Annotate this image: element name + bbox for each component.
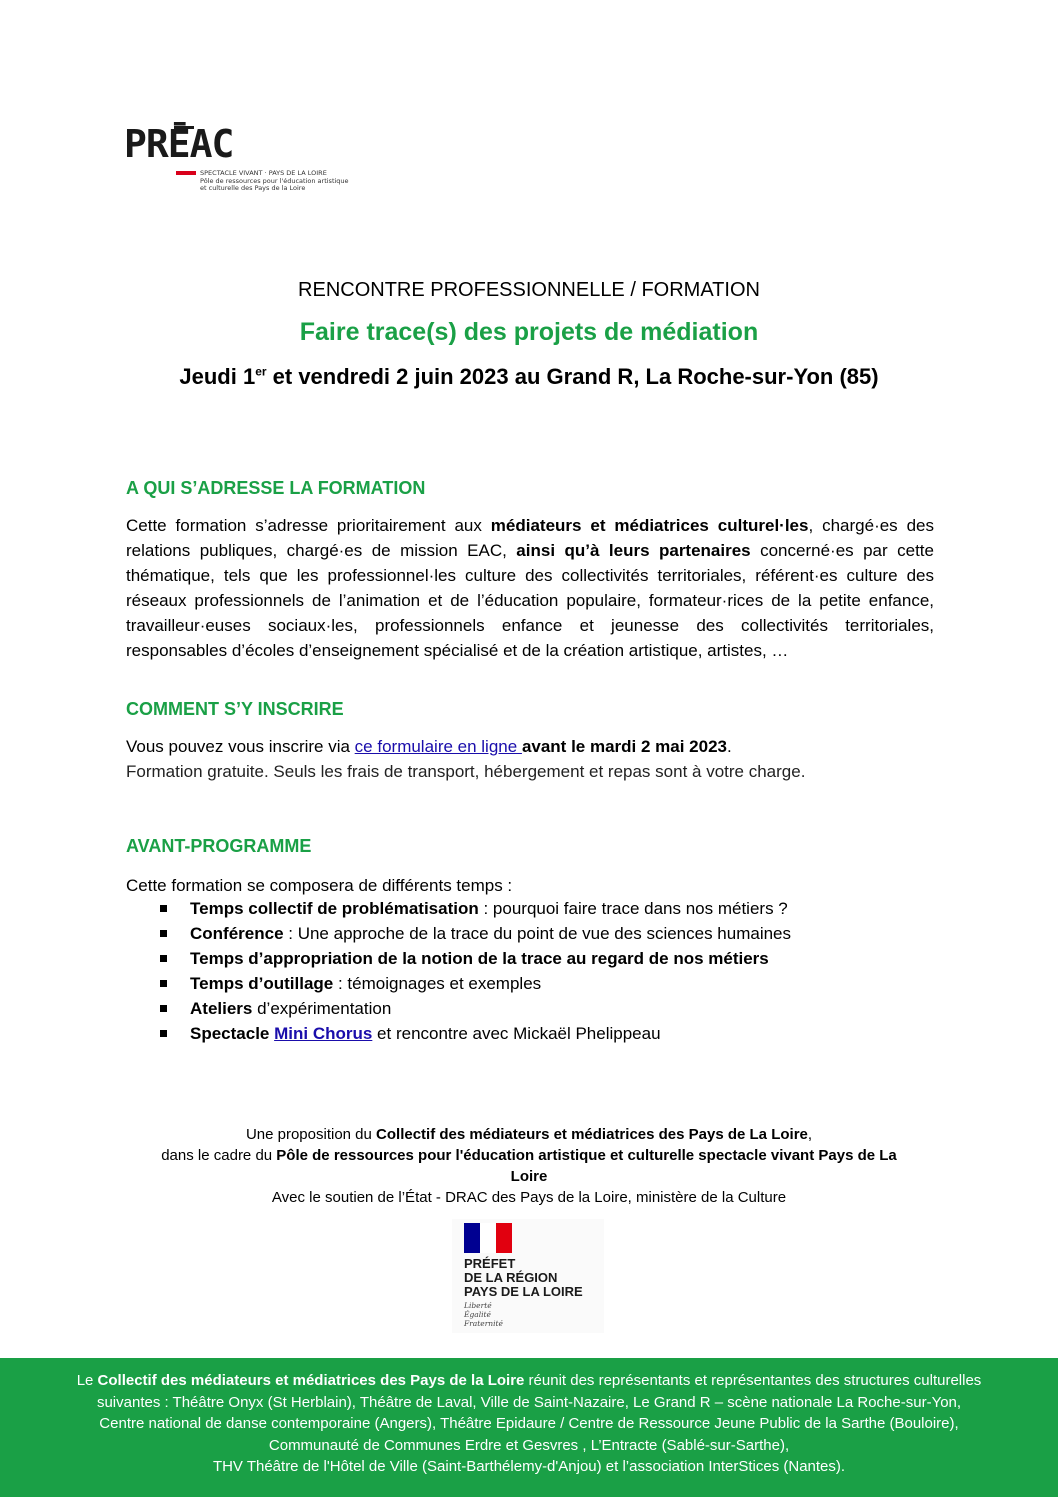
- footer-text: [30, 1370, 1028, 1478]
- footer-banner: [0, 1358, 1058, 1497]
- footer-line-5: THV Théâtre de l'Hôtel de Ville (Saint-Barthélemy-d'Anjou) et l’association InterStices (Nantes).: [212, 1458, 846, 1475]
- program-list: [126, 896, 791, 1046]
- list-item: Ateliers d’expérimentation: [126, 996, 791, 1021]
- prefet-region-logo: [452, 1219, 604, 1333]
- list-item: Spectacle Mini Chorus et rencontre avec Mickaël Phelippeau: [126, 1021, 791, 1046]
- document-supertitle: RENCONTRE PROFESSIONNELLE / FORMATION: [298, 279, 760, 301]
- bullet-icon: [160, 930, 167, 937]
- logo-red-bar: [176, 171, 196, 175]
- section-heading-register: COMMENT S’Y INSCRIRE: [126, 699, 344, 719]
- logo-tagline: SPECTACLE VIVANT · PAYS DE LA LOIRE Pôle de ressources pour l'éducation artistique et culturelle des Pays de la Loire: [200, 169, 349, 192]
- logo-wordmark: PRĒAC: [124, 122, 234, 166]
- footer-line-4: Communauté de Communes Erdre et Gesvres , L’Entracte (Sablé-sur-Sarthe),: [268, 1436, 790, 1454]
- footer-line-2: suivantes : Théâtre Onyx (St Herblain), Théâtre de Laval, Ville de Saint-Nazaire, Le Grand R – scène nationale La Roche-sur-Yon,: [96, 1393, 962, 1411]
- republic-motto: Liberté Égalité Fraternité: [464, 1301, 503, 1328]
- credit-line-3: Loire: [510, 1168, 548, 1185]
- bullet-icon: [160, 1005, 167, 1012]
- french-flag-icon: [464, 1223, 512, 1253]
- registration-form-link[interactable]: ce formulaire en ligne: [354, 737, 522, 756]
- footer-line-1: Le Collectif des médiateurs et médiatrices des Pays de la Loire réunit des représentants et représentantes des structures culturelles: [76, 1372, 982, 1389]
- preac-logo: [124, 122, 349, 196]
- cost-note: Formation gratuite. Seuls les frais de transport, hébergement et repas sont à votre charge.: [126, 762, 806, 781]
- document-title: Faire trace(s) des projets de médiation: [299, 318, 759, 346]
- event-date: Jeudi 1er et vendredi 2 juin 2023 au Grand R, La Roche-sur-Yon (85): [179, 364, 879, 389]
- register-line: Vous pouvez vous inscrire via ce formulaire en ligne avant le mardi 2 mai 2023.: [126, 737, 732, 756]
- bullet-icon: [160, 980, 167, 987]
- footer-line-3: Centre national de danse contemporaine (Angers), Théâtre Epidaure / Centre de Ressource Jeune Public de la Sarthe (Bouloire),: [99, 1415, 959, 1432]
- credit-line-2: dans le cadre du Pôle de ressources pour l'éducation artistique et culturelle spectacle vivant Pays de La: [161, 1147, 897, 1164]
- list-item: Temps collectif de problématisation : pourquoi faire trace dans nos métiers ?: [126, 896, 791, 921]
- credit-line-1: Une proposition du Collectif des médiateurs et médiatrices des Pays de La Loire,: [245, 1126, 813, 1143]
- list-item: Temps d’outillage : témoignages et exemples: [126, 971, 791, 996]
- program-intro: Cette formation se composera de différents temps :: [126, 876, 513, 895]
- list-item: Temps d’appropriation de la notion de la trace au regard de nos métiers: [126, 946, 791, 971]
- audience-paragraph: Cette formation s’adresse prioritairement aux médiateurs et médiatrices culturel·les, chargé·es des relations publiques, chargé·es de mission EAC, ainsi qu’à leurs partenaires concerné·es par cette thématique, tels que les professionnel·les culture des collectivités territoriales, référent·es culture des réseaux professionnels de l’animation et de l’éducation populaire, formateur·rices de la petite enfance, travailleur·euses sociaux·les, professionnels enfance et jeunesse des collectivités territoriales, responsables d’écoles d’enseignement spécialisé et de la création artistique, artistes, …: [126, 516, 934, 660]
- prefet-title: PRÉFET DE LA RÉGION PAYS DE LA LOIRE: [464, 1256, 583, 1299]
- bullet-icon: [160, 905, 167, 912]
- mini-chorus-link[interactable]: Mini Chorus: [274, 1024, 373, 1043]
- bullet-icon: [160, 955, 167, 962]
- section-heading-program: AVANT-PROGRAMME: [126, 836, 312, 856]
- section-heading-audience: A QUI S’ADRESSE LA FORMATION: [126, 478, 426, 498]
- credit-line-4: Avec le soutien de l’État - DRAC des Pays de la Loire, ministère de la Culture: [271, 1189, 787, 1206]
- list-item: Conférence : Une approche de la trace du point de vue des sciences humaines: [126, 921, 791, 946]
- bullet-icon: [160, 1030, 167, 1037]
